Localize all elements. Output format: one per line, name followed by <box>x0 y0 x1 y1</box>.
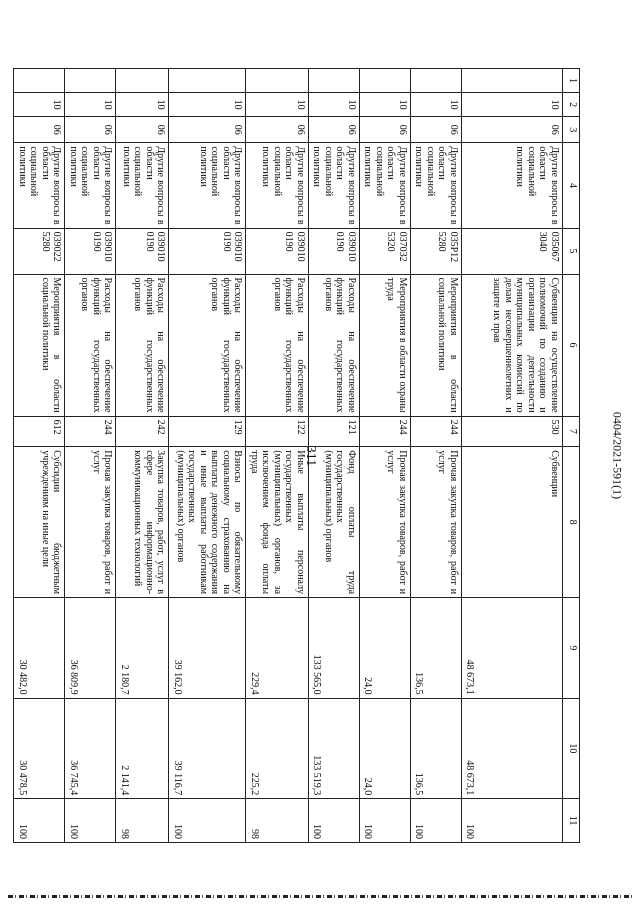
table-cell-c5: 037032 5320 <box>360 228 411 274</box>
table-cell-c1 <box>116 69 169 93</box>
table-cell-c1 <box>462 69 563 93</box>
table-cell-c6: Расходы на обеспечение функций государственных органов <box>246 274 309 416</box>
table-cell-c6: Расходы на обеспечение функций государственных органов <box>309 274 360 416</box>
column-header: 2 <box>563 93 580 117</box>
table-cell-c11: 100 <box>462 799 563 843</box>
table-cell-c6: Расходы на обеспечение функций государственных органов <box>116 274 169 416</box>
table-row <box>309 69 360 843</box>
table-cell-c7: 122 <box>246 416 309 447</box>
header-row <box>563 69 580 843</box>
table-cell-c5: 039010 0190 <box>116 228 169 274</box>
column-header: 5 <box>563 228 580 274</box>
table-row <box>14 69 65 843</box>
table-cell-c1 <box>14 69 65 93</box>
table-cell-c7: 530 <box>462 416 563 447</box>
table-cell-c5: 039010 0190 <box>246 228 309 274</box>
table-cell-c3: 06 <box>246 117 309 143</box>
table-cell-c2: 10 <box>246 93 309 117</box>
table-cell-c11: 100 <box>169 799 246 843</box>
table-cell-c1 <box>309 69 360 93</box>
table-cell-c8: Закупка товаров, работ, услуг в сфере информационно-коммуникационных технологий <box>116 447 169 598</box>
table-cell-c11: 100 <box>309 799 360 843</box>
table-cell-c10: 24,0 <box>360 698 411 799</box>
table-cell-c9: 2 180,7 <box>116 598 169 699</box>
table-cell-c9: 136,5 <box>411 598 462 699</box>
table-cell-c11: 100 <box>14 799 65 843</box>
table-cell-c5: 039022 5280 <box>14 228 65 274</box>
table-cell-c7: 244 <box>411 416 462 447</box>
table-cell-c3: 06 <box>65 117 116 143</box>
table-cell-c1 <box>411 69 462 93</box>
table-cell-c10: 30 478,5 <box>14 698 65 799</box>
table-cell-c1 <box>65 69 116 93</box>
table-row <box>116 69 169 843</box>
table-cell-c8: Прочая закупка товаров, работ и услуг <box>360 447 411 598</box>
table-cell-c9: 229,4 <box>246 598 309 699</box>
table-row <box>411 69 462 843</box>
table-cell-c4: Другие вопросы в области социальной политики <box>169 143 246 228</box>
table-row <box>360 69 411 843</box>
table-cell-c2: 10 <box>65 93 116 117</box>
budget-table <box>14 68 581 843</box>
table-cell-c8: Субсидии бюджетным учреждениям на иные цели <box>14 447 65 598</box>
table-cell-c11: 98 <box>246 799 309 843</box>
table-cell-c5: 035067 3040 <box>462 228 563 274</box>
table-cell-c10: 133 519,3 <box>309 698 360 799</box>
table-cell-c6: Расходы на обеспечение функций государственных органов <box>169 274 246 416</box>
table-cell-c4: Другие вопросы в области социальной политики <box>65 143 116 228</box>
table-cell-c10: 2 141,4 <box>116 698 169 799</box>
table-cell-c6: Мероприятия в области социальной политики <box>411 274 462 416</box>
column-header: 6 <box>563 274 580 416</box>
table-cell-c8: Прочая закупка товаров, работ и услуг <box>65 447 116 598</box>
table-cell-c1 <box>169 69 246 93</box>
column-header: 11 <box>563 799 580 843</box>
table-cell-c3: 06 <box>169 117 246 143</box>
table-cell-c3: 06 <box>309 117 360 143</box>
table-cell-c3: 06 <box>14 117 65 143</box>
table-cell-c6: Мероприятия в области социальной политики <box>14 274 65 416</box>
column-header: 7 <box>563 416 580 447</box>
page-number: 311 <box>303 445 319 467</box>
table-cell-c9: 133 565,0 <box>309 598 360 699</box>
table-cell-c8: Субвенции <box>462 447 563 598</box>
table-cell-c8: Фонд оплаты труда государственных (муниципальных) органов <box>309 447 360 598</box>
table-cell-c4: Другие вопросы в области социальной политики <box>462 143 563 228</box>
column-header: 8 <box>563 447 580 598</box>
column-header: 9 <box>563 598 580 699</box>
table-cell-c3: 06 <box>116 117 169 143</box>
table-cell-c1 <box>246 69 309 93</box>
table-cell-c4: Другие вопросы в области социальной политики <box>246 143 309 228</box>
table-cell-c9: 36 809,9 <box>65 598 116 699</box>
column-header: 4 <box>563 143 580 228</box>
table-cell-c2: 10 <box>169 93 246 117</box>
table-cell-c3: 06 <box>411 117 462 143</box>
table-cell-c10: 39 116,7 <box>169 698 246 799</box>
scan-edge-artifact <box>8 895 632 898</box>
table-cell-c10: 36 745,4 <box>65 698 116 799</box>
table-row <box>169 69 246 843</box>
table-cell-c4: Другие вопросы в области социальной политики <box>411 143 462 228</box>
table-cell-c8: Прочая закупка товаров, работ и услуг <box>411 447 462 598</box>
table-cell-c7: 244 <box>65 416 116 447</box>
table-cell-c6: Субвенции на осуществление полномочий по созданию и организации деятельности муниципальных комиссий по делам несовершеннолетних и защите их прав <box>462 274 563 416</box>
table-cell-c3: 06 <box>360 117 411 143</box>
table-cell-c9: 24,0 <box>360 598 411 699</box>
table-cell-c10: 136,5 <box>411 698 462 799</box>
table-cell-c8: Иные выплаты персоналу государственных (муниципальных) органов, за исключением фонда оплаты труда <box>246 447 309 598</box>
table-cell-c4: Другие вопросы в области социальной политики <box>14 143 65 228</box>
table-cell-c9: 30 482,0 <box>14 598 65 699</box>
table-cell-c5: 039010 0190 <box>65 228 116 274</box>
table-cell-c11: 100 <box>360 799 411 843</box>
table-cell-c4: Другие вопросы в области социальной политики <box>116 143 169 228</box>
table-cell-c4: Другие вопросы в области социальной политики <box>309 143 360 228</box>
table-cell-c11: 100 <box>411 799 462 843</box>
table-cell-c1 <box>360 69 411 93</box>
table-cell-c2: 10 <box>309 93 360 117</box>
table-cell-c7: 121 <box>309 416 360 447</box>
table-cell-c2: 10 <box>14 93 65 117</box>
table-cell-c3: 06 <box>462 117 563 143</box>
table-row <box>462 69 563 843</box>
table-cell-c9: 39 162,0 <box>169 598 246 699</box>
column-header: 3 <box>563 117 580 143</box>
table-cell-c2: 10 <box>462 93 563 117</box>
table-cell-c5: 039010 0190 <box>309 228 360 274</box>
table-cell-c11: 98 <box>116 799 169 843</box>
table-cell-c10: 48 673,1 <box>462 698 563 799</box>
table-row <box>65 69 116 843</box>
column-header: 10 <box>563 698 580 799</box>
table-cell-c6: Мероприятия в области охраны труда <box>360 274 411 416</box>
table-cell-c4: Другие вопросы в области социальной политики <box>360 143 411 228</box>
table-cell-c8: Взносы по обязательному социальному страхованию на выплаты денежного содержания и иные выплаты работникам государственных (муниципальных) органов <box>169 447 246 598</box>
table-cell-c5: 039010 0190 <box>169 228 246 274</box>
table-row <box>246 69 309 843</box>
table-cell-c2: 10 <box>360 93 411 117</box>
table-cell-c7: 244 <box>360 416 411 447</box>
table-cell-c11: 100 <box>65 799 116 843</box>
table-cell-c2: 10 <box>411 93 462 117</box>
column-header: 1 <box>563 69 580 93</box>
table-cell-c2: 10 <box>116 93 169 117</box>
table-cell-c7: 129 <box>169 416 246 447</box>
document-code: 0404/2021-591(1) <box>610 411 625 500</box>
table-container <box>17 68 580 843</box>
table-cell-c10: 225,2 <box>246 698 309 799</box>
table-cell-c6: Расходы на обеспечение функций государственных органов <box>65 274 116 416</box>
table-cell-c5: 035P12 5280 <box>411 228 462 274</box>
table-cell-c9: 48 673,1 <box>462 598 563 699</box>
table-cell-c7: 612 <box>14 416 65 447</box>
table-cell-c7: 242 <box>116 416 169 447</box>
